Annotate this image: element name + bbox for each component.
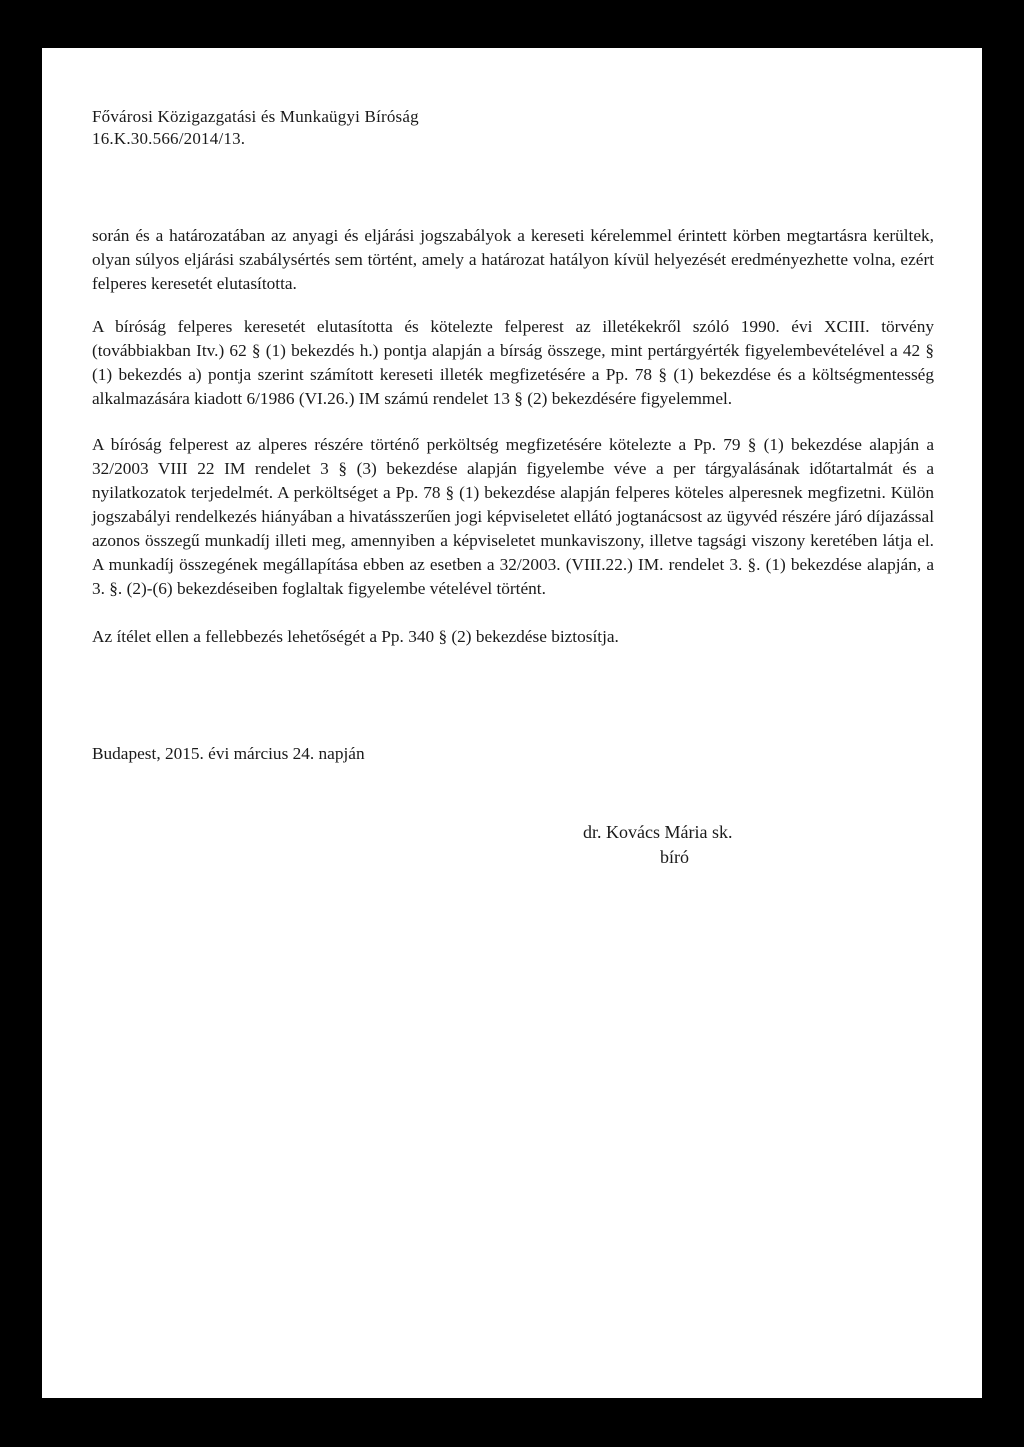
paragraph-reasoning: során és a határozatában az anyagi és eljárási jogszabályok a kereseti kérelemmel érintett körben megtartásra kerültek, olyan súlyos eljárási szabálysértés sem történt, amely a határozat hatályon kívül helyezését eredményezhette volna, ezért felperes keresetét elutasította. [92, 226, 934, 293]
document-body [92, 224, 934, 678]
signature-role: bíró [660, 847, 689, 867]
paragraph-costs: A bíróság felperest az alperes részére történő perköltség megfizetésére kötelezte a Pp. 79 § (1) bekezdése alapján a 32/2003 VIII 22 IM rendelet 3 § (3) bekezdése alapján figyelembe véve a per tárgyalásának időtartalmát és a nyilatkozatok terjedelmét. A perköltséget a Pp. 78 § (1) bekezdése alapján felperes köteles alperesnek megfizetni. Külön jogszabályi rendelkezés hiányában a hivatásszerűen jogi képviseletet ellátó jogtanácsost az ügyvéd részére járó díjazással azonos összegű munkadíj illeti meg, amennyiben a képviseletet munkaviszony, illetve tagsági viszony keretében látja el. A munkadíj összegének megállapítása ebben az esetben a 32/2003. (VIII.22.) IM. rendelet 3. §. (1) bekezdése alapján, a 3. §. (2)-(6) bekezdéseiben foglaltak figyelembe vételével történt. [92, 435, 934, 598]
document-page [42, 48, 982, 1398]
case-number: 16.K.30.566/2014/13. [92, 129, 246, 148]
document-header [92, 106, 419, 150]
court-name: Fővárosi Közigazgatási és Munkaügyi Bíróság [92, 107, 419, 126]
paragraph-appeal: Az ítélet ellen a fellebbezés lehetőségét a Pp. 340 § (2) bekezdése biztosítja. [92, 627, 619, 646]
signature-name: dr. Kovács Mária sk. [583, 822, 733, 842]
signature-block [583, 820, 732, 870]
paragraph-fee: A bíróság felperes keresetét elutasította és kötelezte felperest az illetékekről szóló 1990. évi XCIII. törvény (továbbiakban Itv.) 62 § (1) bekezdés h.) pontja alapján a bírság összege, mint pertárgyérték figyelembevételével a 42 § (1) bekezdés a) pontja szerint számított kereseti illeték megfizetésére a Pp. 78 § (1) bekezdése és a költségmentesség alkalmazására kiadott 6/1986 (VI.26.) IM számú rendelet 13 § (2) bekezdésére figyelemmel. [92, 317, 934, 408]
document-date: Budapest, 2015. évi március 24. napján [92, 744, 365, 763]
